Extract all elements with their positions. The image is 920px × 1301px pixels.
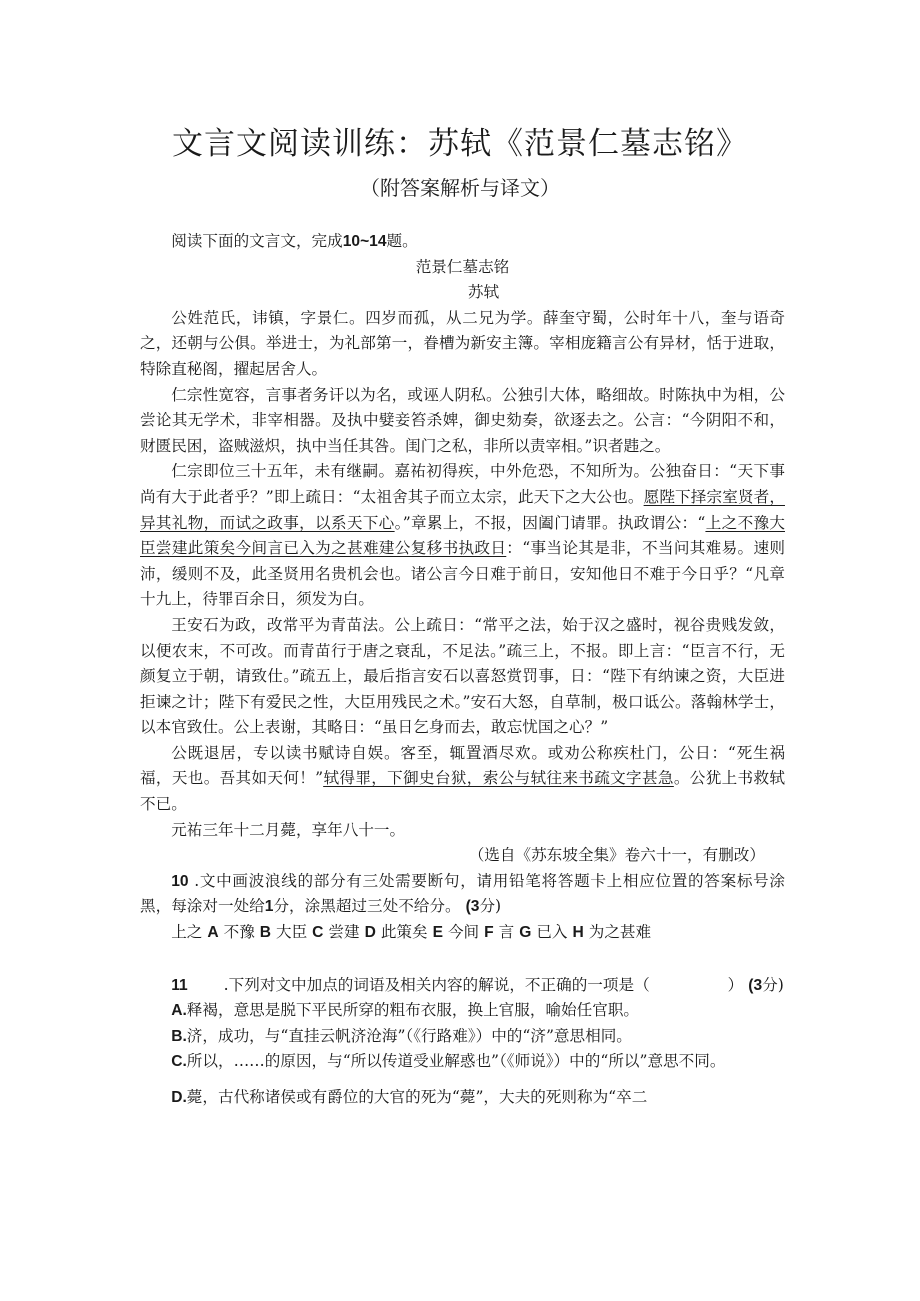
text-title: 范景仁墓志铭 [415,257,510,276]
paragraph-3 [140,459,785,613]
option-c-text: 所以，……的原因，与“所以传道受业解惑也”（《师说》）中的“所以”意思不同。 [186,1052,726,1071]
instruction-range: 10~14 [342,233,387,250]
q10-segment: 大臣 [276,923,308,942]
instruction-post: 题。 [386,232,418,250]
instruction-pre: 阅读下面的文言文，完成 [171,232,343,250]
q10-mark: A [207,924,219,942]
q10-mark: H [572,924,584,942]
paragraph-5-part-a: 公既退居，专以读书赋诗自娱。客至，辄置酒尽欢。或劝公称疾杜门，公日：“死生祸福，天也。吾其如天何！” [140,743,785,788]
question-10-text-pre: .文中画波浪线的部分有三处需要断句，请用铅笔将答题卡上相应位置的答案标号涂黑，每涂对一处给 [140,871,785,916]
q10-mark: D [364,924,376,942]
question-11-score-post: 分) [762,975,784,994]
wavy-underlined-sentence: 上之不豫大臣尝建此策矣今间言已入为之甚难建公复移书执政日 [140,513,785,558]
source-note: （选自《苏东坡全集》卷六十一，有删改） [468,846,765,865]
question-11-text: .下列对文中加点的词语及相关内容的解说，不正确的一项是（ [223,975,650,994]
paragraph-3-part-c: ：“事当论其是非，不当问其难易。速则沛，缓则不及，此圣贤用名贵机会也。诸公言今日难于前日，安知他日不难于今日乎？“凡章十九上，待罪百余日，须发为白。 [140,539,785,609]
paragraph-5 [140,741,785,818]
question-10-points: 1 [264,898,274,916]
instruction [140,229,785,255]
paragraph-4: 王安石为政，改常平为青苗法。公上疏日：“常平之法，始于汉之盛时，视谷贵贱发敛，以便农末，不可改。而青苗行于唐之衰乱，不足法。”疏三上，不报。即上言：“臣言不行，无颜复立于朝，请致仕。”疏五上，最后指言安石以喜怒赏罚事，日：“陛下有纳谏之资，大臣进拒谏之计；陛下有爱民之性，大臣用残民之术。”安石大怒，自草制，极口诋公。落翰林学士，以本官致仕。公上表谢，其略日：“虽日乞身而去，敢忘忧国之心？” [140,615,785,737]
q10-mark: B [259,924,272,942]
q10-segment: 言 [498,923,515,942]
q10-mark: C [312,924,324,942]
q10-segment: 不豫 [223,923,255,942]
question-10-score-post: 分) [479,897,502,916]
option-b-label: B. [171,1027,187,1045]
q10-segment: 今间 [447,923,480,942]
option-d-label: D. [171,1089,187,1106]
q10-segment: 已入 [536,923,568,942]
page-subtitle: （附答案解析与译文） [360,176,560,200]
underlined-sentence-1: 愿陛下择宗室贤者，异其礼物，而试之政事，以系天下心 [140,487,785,532]
document-body [140,229,785,1111]
paragraph-3-part-a: 仁宗即位三十五年，未有继嗣。嘉祐初得疾，中外危恐，不知所为。公独奋日：“天下事尚有大于此者乎？”即上疏日：“太祖舍其子而立太宗，此天下之大公也。 [140,462,785,506]
q10-segment: 此策矣 [380,923,428,942]
question-11-close: ） [727,975,744,994]
question-10-text-mid: 分，涂黑超过三处不给分。 [273,897,461,916]
text-author: 苏轼 [467,283,500,302]
option-b-text: 济，成功，与“直挂云帆济沧海”（《行路难》）中的“济”意思相同。 [186,1026,632,1045]
paragraph-2: 仁宗性宽容，言事者务讦以为名，或诬人阴私。公独引大体，略细故。时陈执中为相，公尝论其无学术，非宰相器。及执中嬖妾笞杀婢，御史劾奏，欲逐去之。公言：“今阴阳不和，财匮民困，盗贼滋炽，执中当任其咎。闺门之私，非所以责宰相。”识者韪之。 [140,385,785,455]
q10-segment: 为之甚难 [588,923,652,942]
option-c-label: C. [171,1053,187,1071]
paragraph-3-part-b: 。”章累上，不报，因阖门请罪。执政谓公：“ [394,513,706,532]
underlined-sentence-2: 轼得罪，下御史台狱，索公与轼往来书疏文字甚急 [323,769,674,788]
question-11 [140,973,785,999]
q10-mark: E [432,924,443,942]
question-10-options [140,920,785,946]
q10-segment: 尝建 [328,923,360,942]
page-title: 文言文阅读训练：苏轼《范景仁墓志铭》 [172,126,748,162]
q10-mark: F [484,924,494,942]
option-d [140,1085,785,1111]
option-a [140,998,785,1024]
question-10-number: 10 [171,872,189,890]
option-c [140,1049,785,1075]
question-10-score: (3 [465,898,480,916]
option-b [140,1024,785,1050]
paragraph-1: 公姓范氏，讳镇，字景仁。四岁而孤，从二兄为学。薛奎守蜀，公时年十八，奎与语奇之，还朝与公俱。举进士，为礼部第一，眷槽为新安主簿。宰相庞籍言公有异材，恬于进取，特除直秘阁，擢起居舍人。 [140,308,785,378]
option-a-text: 释褐，意思是脱下平民所穿的粗布衣服，换上官服，喻始任官职。 [186,1001,640,1020]
option-a-label: A. [171,1002,187,1020]
option-d-text: 薨，古代称诸侯或有爵位的大官的死为“薨”，大夫的死则称为“卒二 [186,1088,648,1106]
question-11-score: (3 [748,976,763,994]
paragraph-6: 元祐三年十二月薨，享年八十一。 [171,820,406,839]
paragraph-5-part-b: 。公犹上书救轼不已。 [140,769,785,814]
question-11-number: 11 [171,976,188,994]
q10-segment: 上之 [171,923,203,942]
q10-mark: G [519,924,532,942]
question-10 [140,869,785,920]
